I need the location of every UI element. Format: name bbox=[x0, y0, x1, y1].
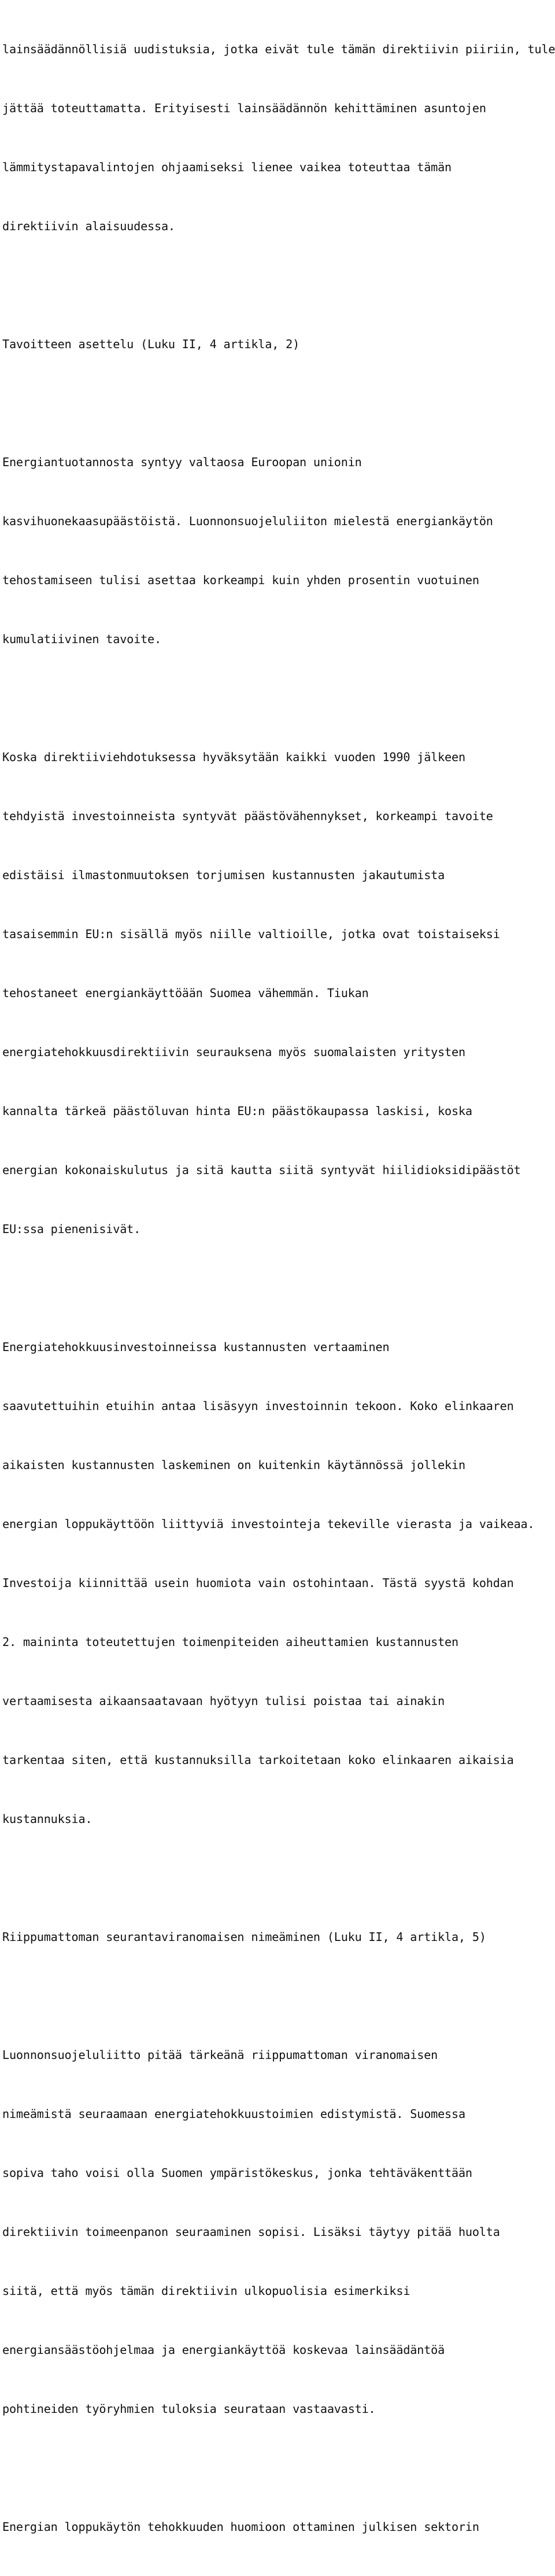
document-page bbox=[2, 0, 553, 2576]
paragraph-public-sector bbox=[2, 2478, 553, 2576]
text-line: saavutettuihin etuihin antaa lisäsyyn investoinnin tekoon. Koko elinkaaren bbox=[2, 1399, 514, 1413]
paragraph-authority bbox=[2, 2006, 553, 2458]
text-line: tasaisemmin EU:n sisällä myös niille valtioille, jotka ovat toistaiseksi bbox=[2, 927, 500, 941]
paragraph-energy-production bbox=[2, 413, 553, 688]
text-line: kannalta tärkeä päästöluvan hinta EU:n päästökaupassa laskisi, koska bbox=[2, 1104, 472, 1118]
text-line: direktiivin alaisuudessa. bbox=[2, 219, 175, 233]
text-line: energiansäästöohjelmaa ja energiankäyttöä koskevaa lainsäädäntöä bbox=[2, 2343, 445, 2357]
text-line: EU:ssa pienenisivät. bbox=[2, 1222, 141, 1236]
paragraph-emission-reductions bbox=[2, 708, 553, 1278]
paragraph-gap bbox=[2, 393, 553, 413]
paragraph-gap bbox=[2, 1986, 553, 2006]
text-line: nimeämistä seuraamaan energiatehokkuustoimien edistymistä. Suomessa bbox=[2, 2107, 465, 2121]
text-line: aikaisten kustannusten laskeminen on kuitenkin käytännössä jollekin bbox=[2, 1458, 465, 1472]
text-line: pohtineiden työryhmien tuloksia seurataan vastaavasti. bbox=[2, 2402, 376, 2416]
text-line: vertaamisesta aikaansaatavaan hyötyyn tulisi poistaa tai ainakin bbox=[2, 1694, 445, 1708]
text-line: energiatehokkuusdirektiivin seurauksena myös suomalaisten yritysten bbox=[2, 1045, 465, 1059]
text-line: Energiatehokkuusinvestoinneissa kustannusten vertaaminen bbox=[2, 1340, 390, 1354]
paragraph-gap bbox=[2, 275, 553, 295]
text-line: tehostamiseen tulisi asettaa korkeampi kuin yhden prosentin vuotuinen bbox=[2, 573, 479, 587]
text-line: Luonnonsuojeluliitto pitää tärkeänä riippumattoman viranomaisen bbox=[2, 2048, 438, 2062]
text-line: sopiva taho voisi olla Suomen ympäristökeskus, jonka tehtäväkenttään bbox=[2, 2166, 472, 2180]
text-line: Energian loppukäytön tehokkuuden huomioon ottaminen julkisen sektorin bbox=[2, 2520, 479, 2534]
text-line: jättää toteuttamatta. Erityisesti lainsäädännön kehittäminen asuntojen bbox=[2, 101, 486, 115]
text-line: siitä, että myös tämän direktiivin ulkopuolisia esimerkiksi bbox=[2, 2284, 410, 2298]
text-line: energian loppukäyttöön liittyviä investointeja tekeville vierasta ja vaikeaa. bbox=[2, 1517, 535, 1531]
text-line: Energiantuotannosta syntyy valtaosa Euroopan unionin bbox=[2, 455, 362, 469]
paragraph-gap bbox=[2, 688, 553, 708]
text-line: Koska direktiiviehdotuksessa hyväksytään kaikki vuoden 1990 jälkeen bbox=[2, 750, 465, 764]
text-line: lainsäädännöllisiä uudistuksia, jotka eivät tule tämän direktiivin piiriin, tule bbox=[2, 42, 555, 56]
text-line: energian kokonaiskulutus ja sitä kautta siitä syntyvät hiilidioksidipäästöt bbox=[2, 1163, 521, 1177]
paragraph-intro bbox=[2, 0, 553, 275]
text-line: tehostaneet energiankäyttöään Suomea vähemmän. Tiukan bbox=[2, 986, 369, 1000]
text-line: edistäisi ilmastonmuutoksen torjumisen kustannusten jakautumista bbox=[2, 868, 445, 882]
text-line: tehdyistä investoinneista syntyvät päästövähennykset, korkeampi tavoite bbox=[2, 809, 493, 823]
paragraph-investments bbox=[2, 1298, 553, 1868]
paragraph-gap bbox=[2, 1868, 553, 1888]
text-line: direktiivin toimeenpanon seuraaminen sopisi. Lisäksi täytyy pitää huolta bbox=[2, 2225, 500, 2239]
heading-line: Tavoitteen asettelu (Luku II, 4 artikla, 2) bbox=[2, 337, 300, 351]
text-line: 2. maininta toteutettujen toimenpiteiden aiheuttamien kustannusten bbox=[2, 1635, 458, 1649]
text-line: lämmitystapavalintojen ohjaamiseksi lienee vaikea toteuttaa tämän bbox=[2, 160, 452, 174]
section-heading-authority bbox=[2, 1888, 553, 1986]
paragraph-gap bbox=[2, 1278, 553, 1298]
text-line: kasvihuonekaasupäästöistä. Luonnonsuojeluliiton mielestä energiankäytön bbox=[2, 514, 493, 528]
text-line: kumulatiivinen tavoite. bbox=[2, 632, 161, 646]
section-heading-target bbox=[2, 295, 553, 393]
text-line: Investoija kiinnittää usein huomiota vain ostohintaan. Tästä syystä kohdan bbox=[2, 1576, 514, 1590]
text-line: tarkentaa siten, että kustannuksilla tarkoitetaan koko elinkaaren aikaisia bbox=[2, 1753, 514, 1767]
text-line: kustannuksia. bbox=[2, 1812, 92, 1826]
paragraph-gap bbox=[2, 2458, 553, 2478]
heading-line: Riippumattoman seurantaviranomaisen nimeäminen (Luku II, 4 artikla, 5) bbox=[2, 1930, 486, 1944]
